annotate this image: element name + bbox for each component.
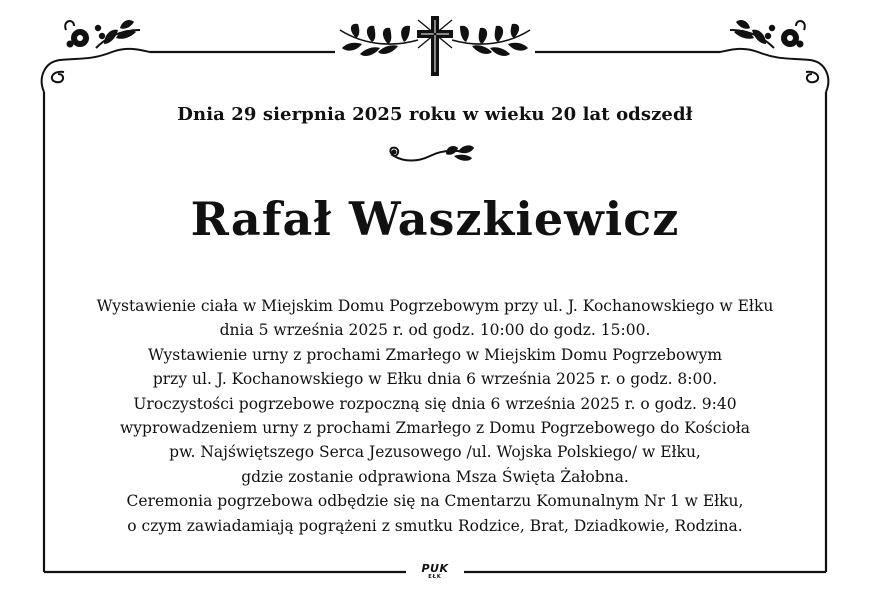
details-line: pw. Najświętszego Serca Jezusowego /ul. Wojska Polskiego/ w Ełku, [169,443,701,462]
funeral-details [40,294,830,538]
cross-icon [417,16,453,76]
puk-elk-logo [413,563,457,580]
laurel-left-icon [340,24,418,56]
announcement-headline: Dnia 29 sierpnia 2025 roku w wieku 20 lat odszedł [177,104,693,125]
deceased-name: Rafał Waszkiewicz [190,192,680,246]
details-line: o czym zawiadamiają pogrążeni z smutku Rodzice, Brat, Dziadkowie, Rodzina. [127,516,743,535]
details-line: Wystawienie urny z prochami Zmarłego w Miejskim Domu Pogrzebowym [147,345,723,364]
swirl-leaf-divider-icon [384,142,488,168]
details-line: Uroczystości pogrzebowe rozpoczną się dnia 6 września 2025 r. o godz. 9:40 [133,394,737,413]
details-line: Wystawienie ciała w Miejskim Domu Pogrzebowym przy ul. J. Kochanowskiego w Ełku [96,297,774,315]
details-line: gdzie zostanie odprawiona Msza Święta Żałobna. [241,467,629,486]
details-line: dnia 5 września 2025 r. od godz. 10:00 do godz. 15:00. [219,321,651,340]
corner-ornament-right [720,20,828,92]
details-line: wyprowadzeniem urny z prochami Zmarłego z Domu Pogrzebowego do Kościoła [120,419,750,438]
details-line: przy ul. J. Kochanowskiego w Ełku dnia 6 września 2025 r. o godz. 8:00. [152,370,718,389]
corner-ornament-left [42,20,150,92]
laurel-right-icon [452,24,530,56]
logo-sub-text: EŁK [428,574,442,580]
details-line: Ceremonia pogrzebowa odbędzie się na Cmentarzu Komunalnym Nr 1 w Ełku, [126,492,744,511]
logo-main-text: PUK [421,562,449,575]
